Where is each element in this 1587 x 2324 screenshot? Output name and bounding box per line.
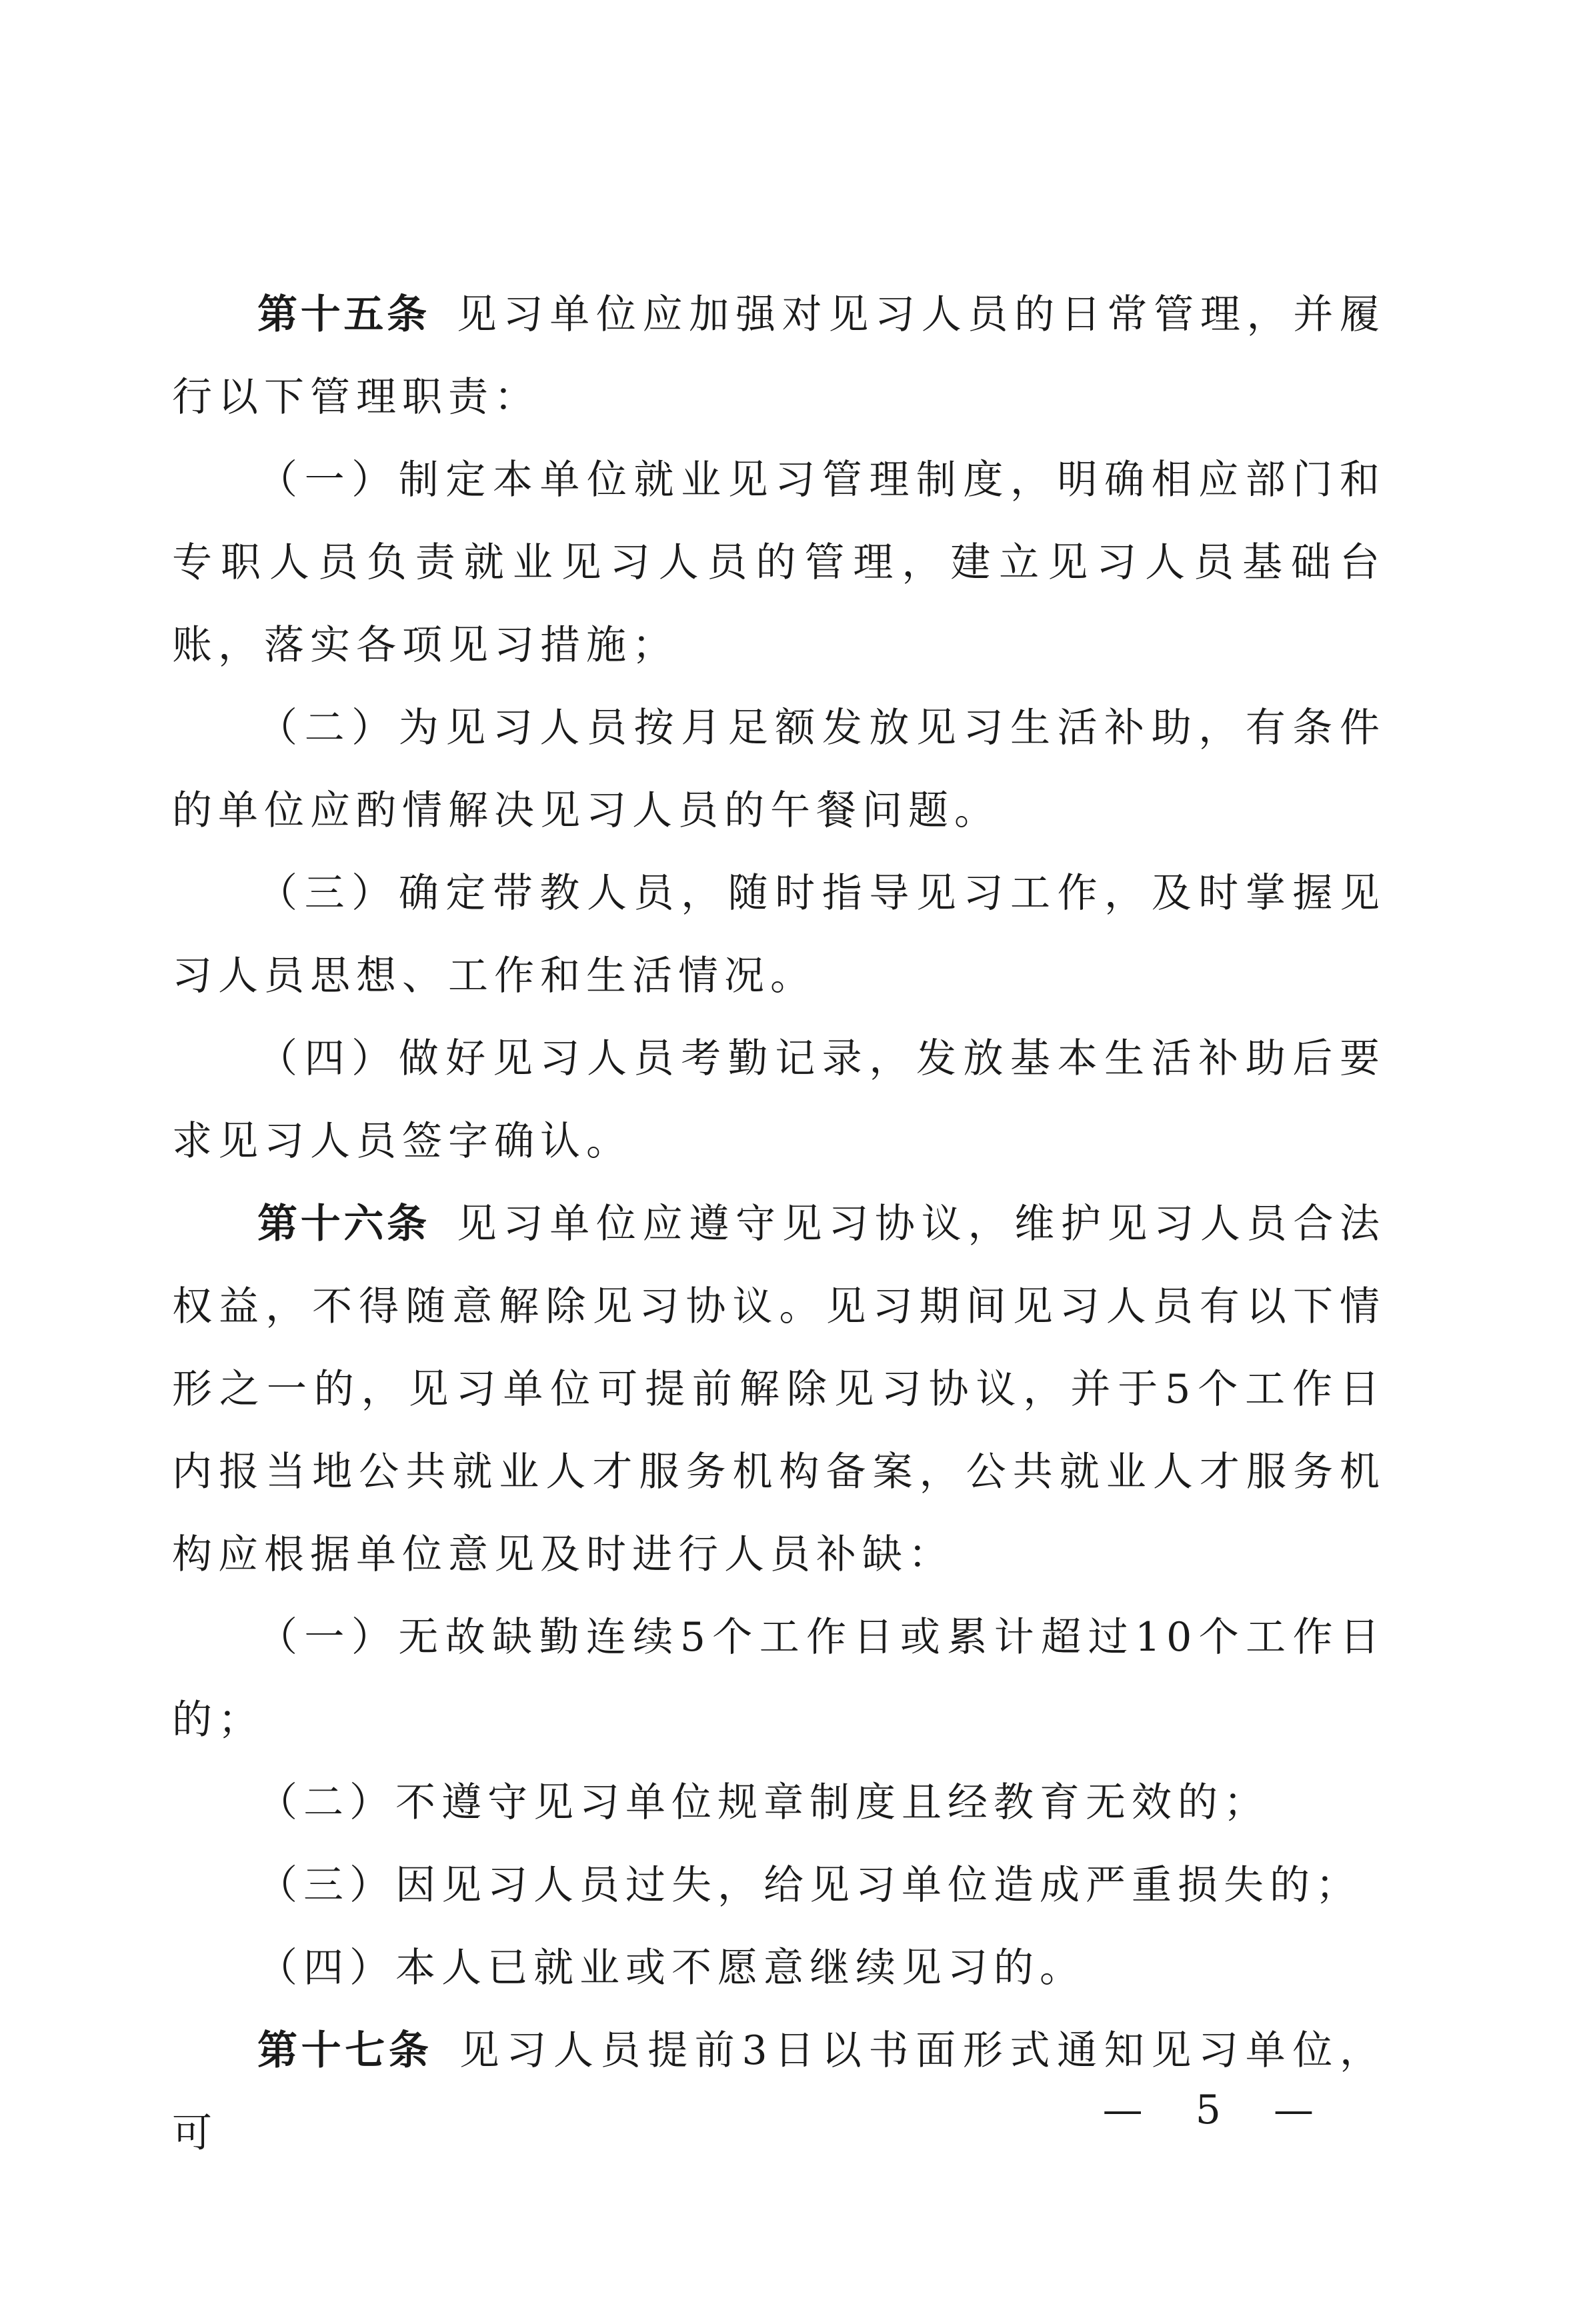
article-16-item-3: （三）因见习人员过失，给见习单位造成严重损失的； [257, 1862, 1362, 1909]
article-15-text: 见习单位应加强对见习人员的日常管理，并履行以下管理职责： [172, 291, 1386, 421]
article-15-item-4: （四）做好见习人员考勤记录，发放基本生活补助后要求见习人员签字确认。 [172, 1035, 1386, 1165]
article-15-item-3: （三）确定带教人员，随时指导见习工作，及时掌握见习人员思想、工作和生活情况。 [172, 870, 1386, 999]
page-number: — 5 — [1102, 2087, 1334, 2133]
article-15-paragraph [172, 273, 1386, 439]
article-16-item-1: （一）无故缺勤连续5个工作日或累计超过10个工作日的； [172, 1614, 1386, 1743]
document-body [172, 273, 1386, 2175]
article-15-item-1: （一）制定本单位就业见习管理制度，明确相应部门和专职人员负责就业见习人员的管理，建立见习人员基础台账，落实各项见习措施； [172, 457, 1386, 669]
article-16-paragraph [172, 1183, 1386, 1596]
article-17-heading: 第十七条 [257, 2027, 433, 2074]
article-16-heading: 第十六条 [257, 1201, 430, 1247]
article-15-item-2: （二）为见习人员按月足额发放见习生活补助，有条件的单位应酌情解决见习人员的午餐问题。 [172, 705, 1386, 834]
article-15-heading: 第十五条 [257, 291, 430, 338]
article-16-item-2: （二）不遵守见习单位规章制度且经教育无效的； [257, 1779, 1270, 1826]
article-16-text: 见习单位应遵守见习协议，维护见习人员合法权益，不得随意解除见习协议。见习期间见习人员有以下情形之一的，见习单位可提前解除见习协议，并于5个工作日内报当地公共就业人才服务机构备案，公共就业人才服务机构应根据单位意见及时进行人员补缺： [172, 1201, 1386, 1578]
article-17-text: 见习人员提前3日以书面形式通知见习单位，可 [172, 2027, 1386, 2157]
article-16-item-4: （四）本人已就业或不愿意继续见习的。 [257, 1945, 1086, 1991]
